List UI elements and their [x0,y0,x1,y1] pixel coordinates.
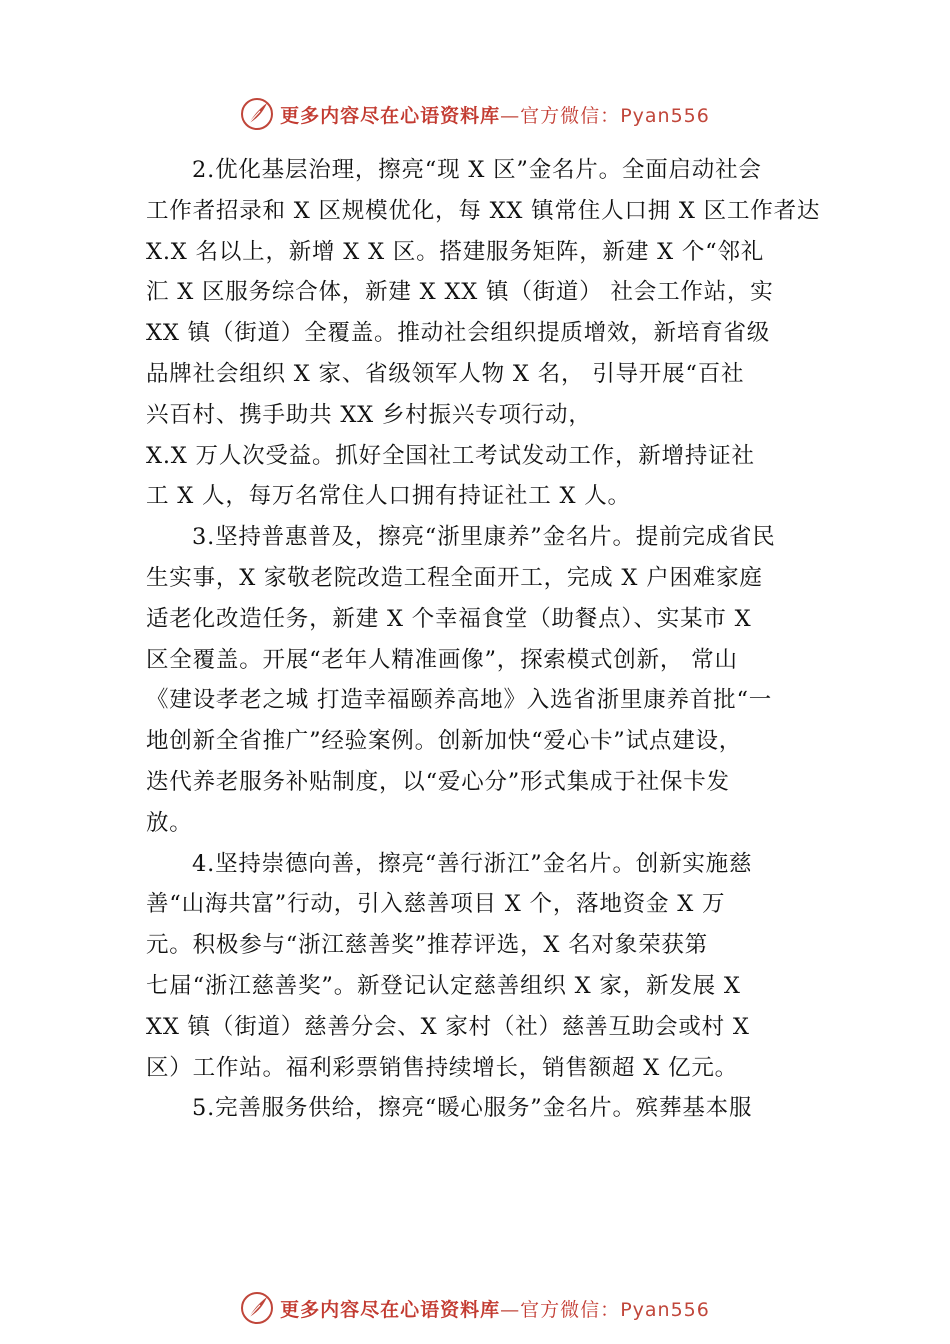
text-line: 2.优化基层治理，擦亮“现 X 区”金名片。全面启动社会 [192,157,762,183]
text-line: X.X 名以上，新增 X X 区。搭建服务矩阵，新建 X 个“邻礼 [146,238,765,265]
watermark-brand: 更多内容尽在心语资料库 [280,104,501,127]
watermark-text [280,101,710,128]
text-line: XX 镇（街道）全覆盖。推动社会组织提质增效，新培育省级 [146,320,771,347]
text-line: 《建设孝老之城 打造幸福颐养高地》入选省浙里康养首批“一 [146,687,773,714]
text-line: 汇 X 区服务综合体，新建 X XX 镇（街道） 社会工作站，实 [146,279,774,306]
text-line: 工 X 人，每万名常住人口拥有持证社工 X 人。 [146,483,631,510]
text-line: 生实事，X 家敬老院改造工程全面开工，完成 X 户困难家庭 [146,564,763,591]
text-line: 七届“浙江慈善奖”。新登记认定慈善组织 X 家，新发展 X [146,972,741,999]
watermark-wechat-id: Pyan556 [620,104,710,127]
header-watermark [0,94,950,134]
watermark-dash: — [500,1298,521,1321]
text-line: 工作者招录和 X 区规模优化，每 XX 镇常住人口拥 X 区工作者达 [146,197,821,224]
watermark-wechat-label: 官方微信： [520,1298,621,1321]
text-line: 放。 [146,809,193,836]
text-line: 兴百村、携手助共 XX 乡村振兴专项行动， [146,401,592,428]
text-line: 品牌社会组织 X 家、省级领军人物 X 名， 引导开展“百社 [146,360,745,387]
watermark-wechat-id: Pyan556 [620,1298,710,1321]
text-line: 元。积极参与“浙江慈善奖”推荐评选，X 名对象荣获第 [146,932,708,959]
footer-watermark [0,1288,950,1328]
text-line: 区）工作站。福利彩票销售持续增长，销售额超 X 亿元。 [146,1054,738,1081]
text-line: 3.坚持普惠普及，擦亮“浙里康养”金名片。提前完成省民 [192,524,776,551]
text-line: XX 镇（街道）慈善分会、X 家村（社）慈善互助会或村 X [146,1013,750,1040]
feather-logo-icon [240,1291,274,1325]
text-line: 区全覆盖。开展“老年人精准画像”，探索模式创新， 常山 [146,646,738,673]
text-line: 5.完善服务供给，擦亮“暖心服务”金名片。殡葬基本服 [192,1095,753,1122]
text-line: X.X 万人次受益。抓好全国社工考试发动工作，新增持证社 [146,442,755,469]
text-line: 4.坚持崇德向善，擦亮“善行浙江”金名片。创新实施慈 [192,850,753,877]
watermark-wechat-label: 官方微信： [520,104,621,127]
feather-logo-icon [240,97,274,131]
document-body [146,150,822,1129]
watermark-dash: — [500,104,521,127]
text-line: 迭代养老服务补贴制度，以“爱心分”形式集成于社保卡发 [146,768,730,795]
text-line: 善“山海共富”行动，引入慈善项目 X 个，落地资金 X 万 [146,891,726,918]
watermark-brand: 更多内容尽在心语资料库 [280,1298,501,1321]
text-line: 地创新全省推广”经验案例。创新加快“爱心卡”试点建设， [146,728,743,755]
text-line: 适老化改造任务，新建 X 个幸福食堂（助餐点）、实某市 X [146,605,752,632]
watermark-text [280,1295,710,1322]
